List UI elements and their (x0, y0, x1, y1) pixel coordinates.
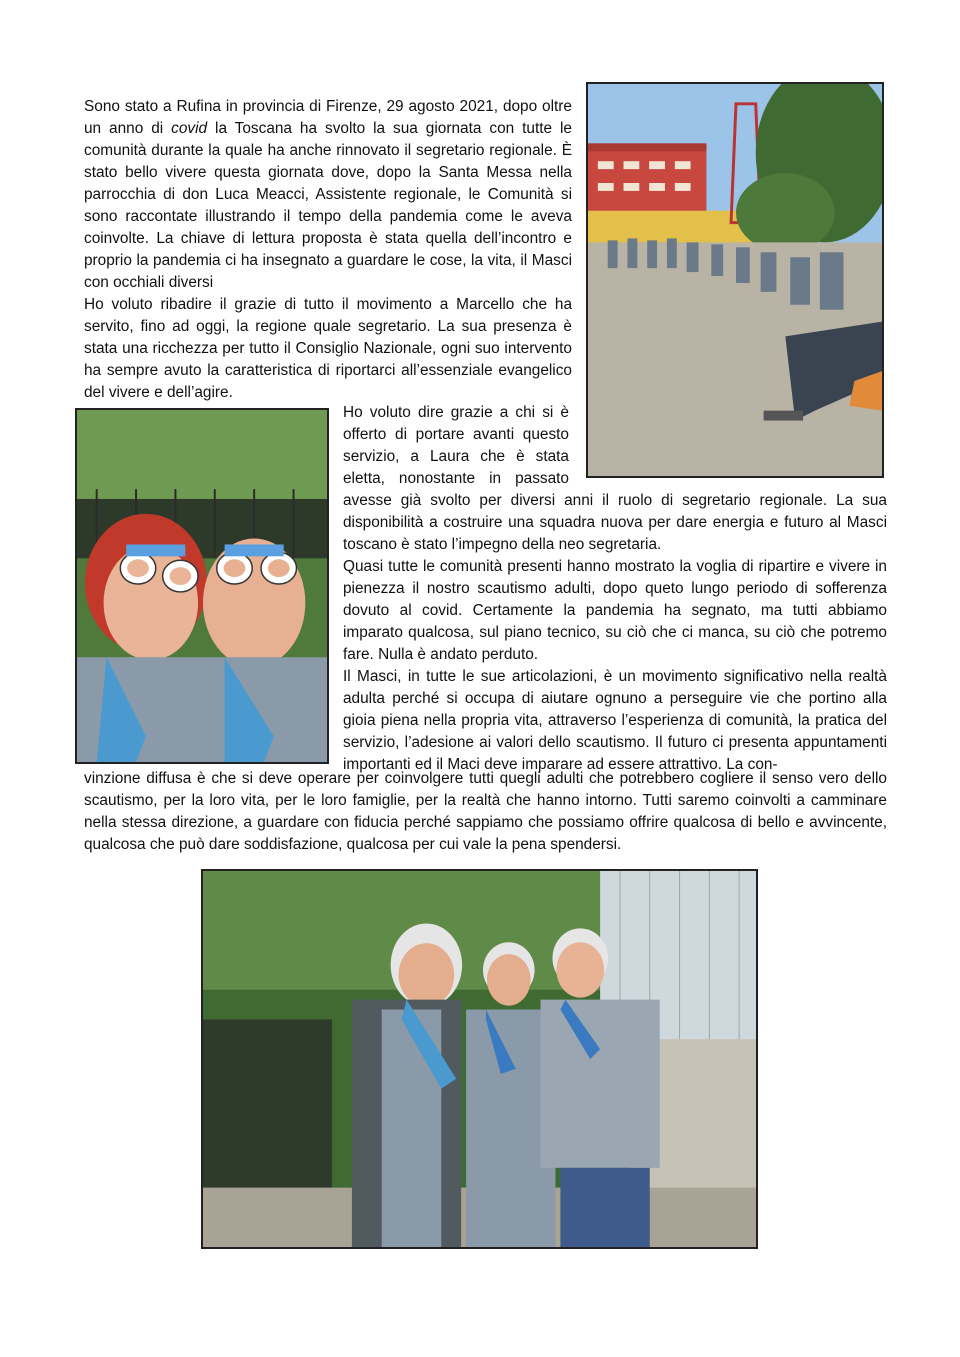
paragraph-1: Sono stato a Rufina in provincia di Firenze, 29 agosto 2021, dopo oltre un anno di covid la Toscana ha svolto la sua giornata con tutte le comunità durante la quale ha anche rinnovato il segretario regionale. È stato bello vivere questa giornata dove, dopo la Santa Messa nella parrocchia di don Luca Meacci, Assistente regionale, le Comunità si sono raccontate illustrando il tempo della pandemia come le aveva coinvolte. La chiave di lettura proposta è stata quella dell’incontro e proprio la pandemia ci ha insegnato a guardare le cose, la vita, il Masci con occhiali diversi (84, 98, 572, 291)
paragraph-2: Ho voluto ribadire il grazie di tutto il movimento a Marcello che ha servito, fino ad oggi, la regione quale segretario. La sua presenza è stata una ricchezza per tutto il Consiglio Nazionale, ogni suo intervento ha sempre avuto la caratteristica di riportarci all’essenziale evangelico del vivere e dell’agire. (84, 296, 572, 401)
photo-selfie-glasses (75, 408, 329, 764)
article-intro (84, 96, 572, 404)
paragraph-4: Quasi tutte le comunità presenti hanno mostrato la voglia di ripartire e vivere in pienezza il nostro scautismo adulti, dopo queto lungo periodo di sofferenza dovuto al covid. Certamente la pandemia ha segnato, ma tutti abbiamo imparato qualcosa, sul piano tecnico, su ciò che ci manca, su ciò che potremo fare. Nulla è andato perduto. (343, 558, 887, 663)
paragraph-5-start: Il Masci, in tutte le sue articolazioni, è un movimento significativo nella realtà adulta perché si occupa di aiutare ognuno a perseguire vie che portino alla gioia piena nella propria vita, attraverso l’esperienza di comunità, la pratica del servizio, l’adesione ai valori dello scautismo. Il futuro ci presenta appuntamenti importanti ed il Maci deve imparare ad essere attrattivo. La con- (343, 668, 887, 773)
article-body (343, 402, 887, 776)
paragraph-5-continued (84, 768, 887, 856)
article-conclusion (84, 768, 887, 856)
paragraph-3: Ho voluto dire grazie a chi si è offerto di portare avanti questo servizio, a Laura che è stata eletta, nonostante in passato avesse già svolto per diversi anni il ruolo di segretario regionale. La sua disponibilità a costruire una squadra nuova per dare energia e futuro al Masci toscano è stato l’impegno della neo segretaria. (343, 404, 887, 553)
paragraph-5-tail: vinzione diffusa è che si deve operare per coinvolgere tutti quegli adulti che potrebbero cogliere il senso vero dello scautismo, per la loro vita, per le loro famiglie, per la realtà che hanno intorno. Tutti saremo coinvolti a camminare nella stessa direzione, a guardare con fiducia perché sappiamo che possiamo offrire qualcosa di bello e avvincente, qualcosa che può dare soddisfazione, qualcosa per cui vale la pena spendersi. (84, 770, 887, 853)
photo-three-people (201, 869, 758, 1249)
